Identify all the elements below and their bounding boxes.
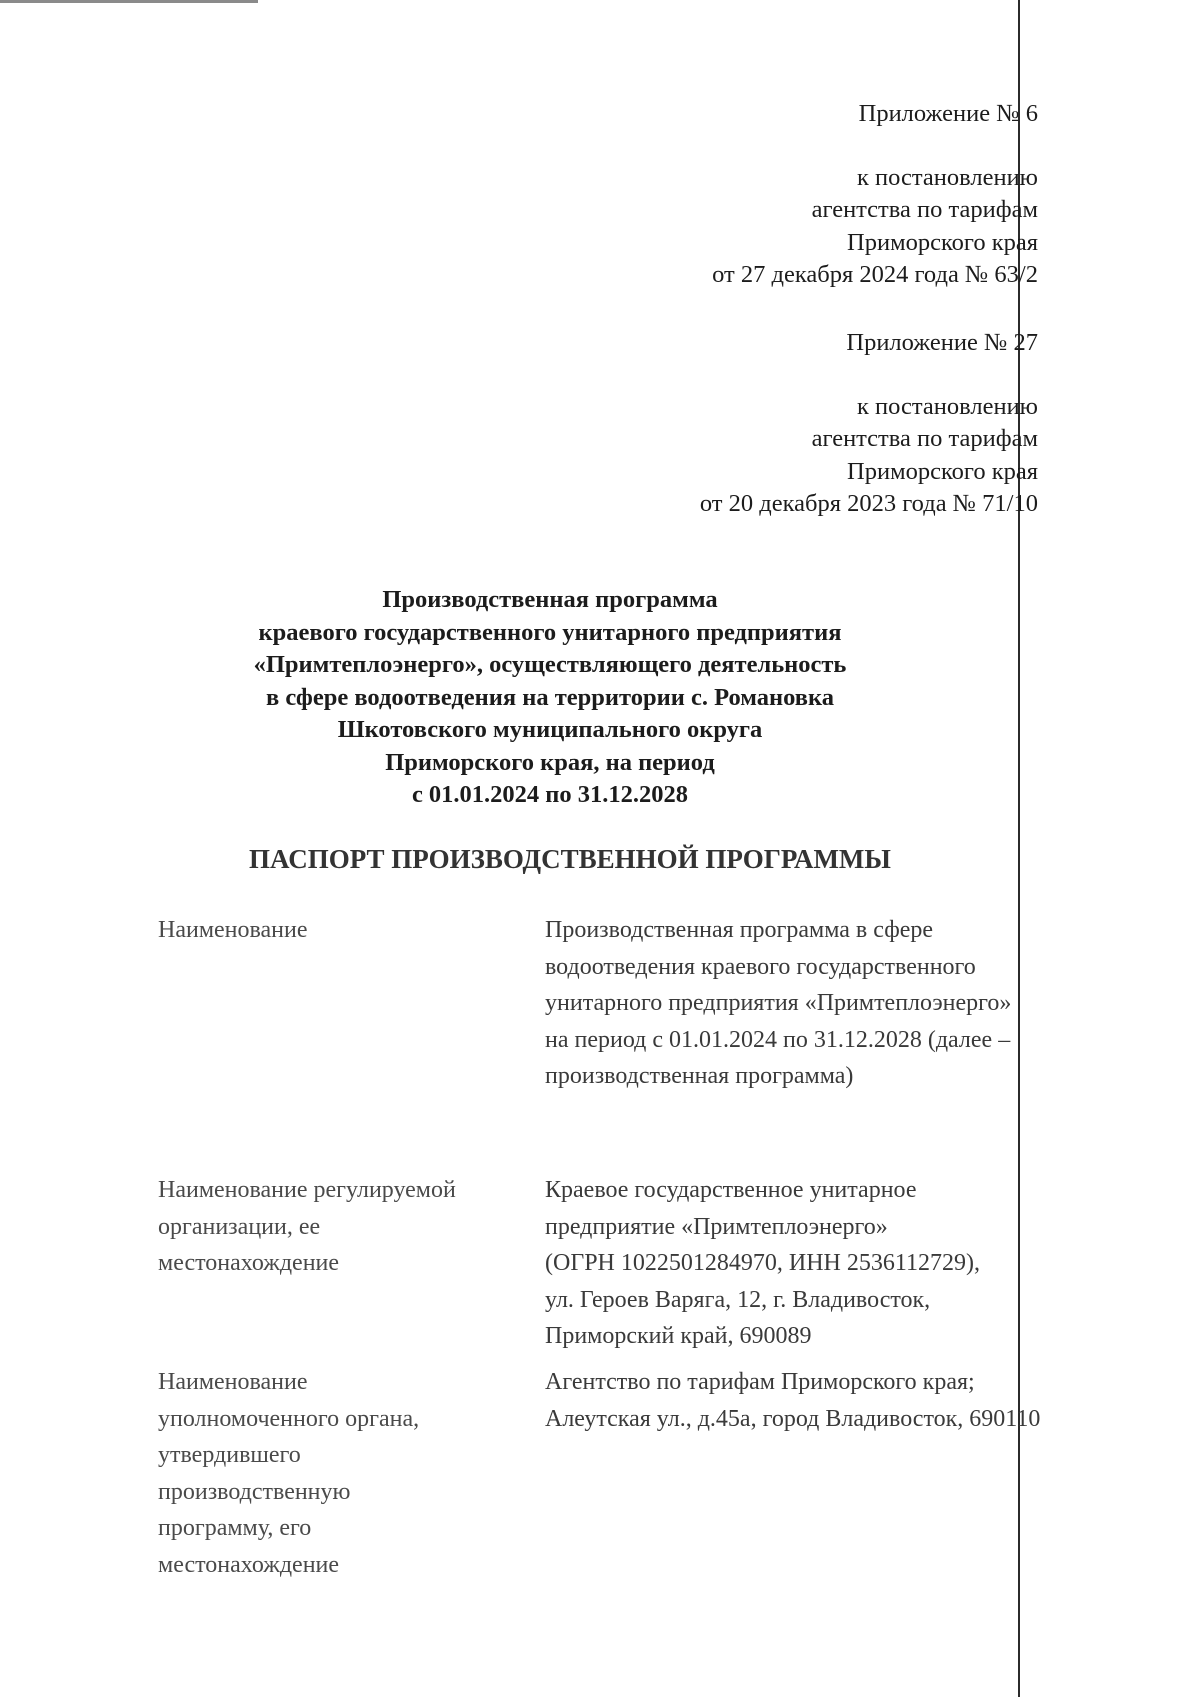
passport-row-organization [158, 1172, 1158, 1364]
value-line: Алеутская ул., д.45а, город Владивосток, 690110 [545, 1405, 1041, 1432]
value-line: предприятие «Примтеплоэнерго» [545, 1213, 888, 1240]
appendix-date-line: от 20 декабря 2023 года № 71/10 [699, 490, 1038, 517]
title-line: «Примтеплоэнерго», осуществляющего деятельность [253, 651, 847, 678]
appendix-current [712, 98, 1038, 292]
appendix-line: к постановлению [857, 392, 1038, 420]
passport-value [545, 912, 1155, 1095]
appendix-number: Приложение № 27 [846, 329, 1038, 356]
value-line: водоотведения краевого государственного [545, 953, 976, 980]
title-line: Шкотовского муниципального округа [337, 716, 763, 743]
value-line: ул. Героев Варяга, 12, г. Владивосток, [545, 1286, 931, 1313]
appendix-line: к постановлению [857, 163, 1038, 191]
appendix-date-line: от 27 декабря 2024 года № 63/2 [712, 261, 1038, 288]
passport-heading: ПАСПОРТ ПРОИЗВОДСТВЕННОЙ ПРОГРАММЫ [249, 844, 891, 874]
label-line: программу, его [158, 1515, 312, 1541]
value-line: на период с 01.01.2024 по 31.12.2028 (далее – [545, 1026, 1011, 1053]
title-line: краевого государственного унитарного предприятия [258, 618, 842, 646]
passport-label [158, 1364, 545, 1583]
value-line: унитарного предприятия «Примтеплоэнерго» [545, 990, 1012, 1016]
document-title [180, 584, 920, 812]
passport-row-name [158, 912, 1158, 1172]
passport-value [545, 1172, 1155, 1355]
value-line: (ОГРН 1022501284970, ИНН 2536112729), [545, 1250, 980, 1276]
label-line: Наименование регулируемой [158, 1177, 456, 1203]
label-line: Наименование [158, 1369, 308, 1395]
scan-edge-mark [0, 0, 258, 3]
label-line: утвердившего [158, 1442, 301, 1468]
label-line: Наименование [158, 917, 308, 943]
title-line: Приморского края, на период [385, 748, 715, 776]
title-line: Производственная программа [382, 586, 718, 613]
label-line: уполномоченного органа, [158, 1405, 420, 1432]
passport-row-authority [158, 1364, 1158, 1583]
value-line: Приморский край, 690089 [545, 1323, 812, 1349]
appendix-line: Приморского края [847, 228, 1038, 256]
appendix-number: Приложение № 6 [858, 100, 1038, 127]
value-line: производственная программа) [545, 1063, 854, 1089]
appendix-line: агентства по тарифам [811, 196, 1038, 223]
label-line: производственную [158, 1478, 351, 1505]
label-line: местонахождение [158, 1250, 340, 1276]
value-line: Агентство по тарифам Приморского края; [545, 1369, 975, 1395]
passport-label [158, 912, 545, 949]
value-line: Производственная программа в сфере [545, 917, 934, 943]
appendix-line: агентства по тарифам [811, 425, 1038, 452]
title-line: в сфере водоотведения на территории с. Романовка [266, 683, 834, 711]
appendix-previous [700, 327, 1038, 521]
passport-table [158, 912, 1158, 1583]
title-line: с 01.01.2024 по 31.12.2028 [411, 781, 689, 808]
passport-label [158, 1172, 545, 1282]
value-line: Краевое государственное унитарное [545, 1177, 917, 1203]
label-line: организации, ее [158, 1213, 321, 1240]
appendix-line: Приморского края [847, 457, 1038, 485]
passport-value [545, 1364, 1155, 1437]
label-line: местонахождение [158, 1551, 340, 1578]
